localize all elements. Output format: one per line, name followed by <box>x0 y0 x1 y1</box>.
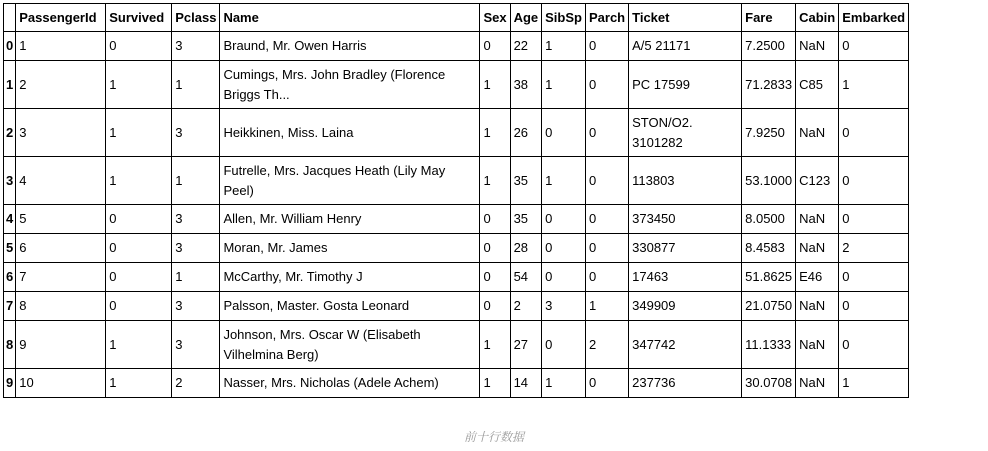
column-header-embarked: Embarked <box>839 4 909 32</box>
cell-passengerid: 1 <box>16 32 106 61</box>
cell-ticket: 17463 <box>629 263 742 292</box>
cell-fare: 11.1333 <box>742 321 796 369</box>
cell-pclass: 3 <box>172 234 220 263</box>
table-row <box>4 205 909 234</box>
cell-parch: 0 <box>585 157 628 205</box>
header-row <box>4 4 909 32</box>
row-index: 5 <box>4 234 16 263</box>
cell-parch: 0 <box>585 61 628 109</box>
row-index: 9 <box>4 369 16 398</box>
cell-fare: 8.4583 <box>742 234 796 263</box>
cell-sibsp: 0 <box>542 234 586 263</box>
cell-sibsp: 0 <box>542 205 586 234</box>
table-row <box>4 32 909 61</box>
cell-parch: 1 <box>585 292 628 321</box>
cell-ticket: 373450 <box>629 205 742 234</box>
cell-embarked: 0 <box>839 157 909 205</box>
cell-sibsp: 1 <box>542 61 586 109</box>
cell-ticket: 237736 <box>629 369 742 398</box>
table-row <box>4 234 909 263</box>
cell-survived: 1 <box>106 61 172 109</box>
cell-ticket: STON/O2. 3101282 <box>629 109 742 157</box>
cell-age: 22 <box>510 32 542 61</box>
cell-parch: 2 <box>585 321 628 369</box>
cell-survived: 0 <box>106 32 172 61</box>
table-caption: 前十行数据 <box>463 430 524 444</box>
cell-passengerid: 5 <box>16 205 106 234</box>
cell-survived: 0 <box>106 205 172 234</box>
cell-sex: 1 <box>480 61 510 109</box>
cell-fare: 30.0708 <box>742 369 796 398</box>
cell-survived: 1 <box>106 321 172 369</box>
cell-ticket: PC 17599 <box>629 61 742 109</box>
cell-ticket: 349909 <box>629 292 742 321</box>
cell-sex: 0 <box>480 205 510 234</box>
dataframe-container <box>3 3 909 398</box>
cell-sex: 0 <box>480 32 510 61</box>
cell-survived: 0 <box>106 234 172 263</box>
cell-name: Cumings, Mrs. John Bradley (Florence Briggs Th... <box>220 61 480 109</box>
cell-embarked: 0 <box>839 205 909 234</box>
row-index: 0 <box>4 32 16 61</box>
cell-cabin: C123 <box>796 157 839 205</box>
cell-parch: 0 <box>585 234 628 263</box>
cell-name: McCarthy, Mr. Timothy J <box>220 263 480 292</box>
column-header-sibsp: SibSp <box>542 4 586 32</box>
cell-cabin: NaN <box>796 32 839 61</box>
row-index: 6 <box>4 263 16 292</box>
cell-parch: 0 <box>585 32 628 61</box>
cell-embarked: 2 <box>839 234 909 263</box>
cell-name: Palsson, Master. Gosta Leonard <box>220 292 480 321</box>
column-header-pclass: Pclass <box>172 4 220 32</box>
column-header-parch: Parch <box>585 4 628 32</box>
cell-sex: 0 <box>480 292 510 321</box>
cell-name: Moran, Mr. James <box>220 234 480 263</box>
cell-age: 28 <box>510 234 542 263</box>
column-header-cabin: Cabin <box>796 4 839 32</box>
cell-sibsp: 1 <box>542 32 586 61</box>
row-index: 1 <box>4 61 16 109</box>
cell-age: 35 <box>510 157 542 205</box>
table-row <box>4 263 909 292</box>
table-body <box>4 32 909 398</box>
cell-sibsp: 3 <box>542 292 586 321</box>
cell-ticket: 347742 <box>629 321 742 369</box>
cell-ticket: 113803 <box>629 157 742 205</box>
dataframe-table <box>3 3 909 398</box>
index-header <box>4 4 16 32</box>
cell-cabin: NaN <box>796 109 839 157</box>
cell-fare: 8.0500 <box>742 205 796 234</box>
cell-ticket: A/5 21171 <box>629 32 742 61</box>
cell-sibsp: 0 <box>542 321 586 369</box>
cell-fare: 7.9250 <box>742 109 796 157</box>
cell-parch: 0 <box>585 109 628 157</box>
cell-passengerid: 2 <box>16 61 106 109</box>
cell-embarked: 1 <box>839 369 909 398</box>
cell-name: Braund, Mr. Owen Harris <box>220 32 480 61</box>
column-header-survived: Survived <box>106 4 172 32</box>
cell-survived: 1 <box>106 157 172 205</box>
row-index: 7 <box>4 292 16 321</box>
cell-sex: 1 <box>480 369 510 398</box>
cell-cabin: NaN <box>796 321 839 369</box>
column-header-ticket: Ticket <box>629 4 742 32</box>
cell-cabin: NaN <box>796 292 839 321</box>
table-row <box>4 61 909 109</box>
table-row <box>4 369 909 398</box>
cell-age: 14 <box>510 369 542 398</box>
cell-fare: 51.8625 <box>742 263 796 292</box>
cell-pclass: 3 <box>172 205 220 234</box>
cell-name: Nasser, Mrs. Nicholas (Adele Achem) <box>220 369 480 398</box>
row-index: 2 <box>4 109 16 157</box>
column-header-sex: Sex <box>480 4 510 32</box>
cell-parch: 0 <box>585 205 628 234</box>
cell-passengerid: 3 <box>16 109 106 157</box>
column-header-fare: Fare <box>742 4 796 32</box>
cell-embarked: 1 <box>839 61 909 109</box>
cell-pclass: 3 <box>172 109 220 157</box>
cell-name: Heikkinen, Miss. Laina <box>220 109 480 157</box>
cell-age: 38 <box>510 61 542 109</box>
cell-sibsp: 1 <box>542 157 586 205</box>
cell-age: 27 <box>510 321 542 369</box>
cell-parch: 0 <box>585 369 628 398</box>
cell-age: 54 <box>510 263 542 292</box>
cell-cabin: NaN <box>796 369 839 398</box>
cell-pclass: 3 <box>172 32 220 61</box>
column-header-name: Name <box>220 4 480 32</box>
cell-age: 26 <box>510 109 542 157</box>
column-header-age: Age <box>510 4 542 32</box>
cell-cabin: C85 <box>796 61 839 109</box>
cell-passengerid: 7 <box>16 263 106 292</box>
cell-parch: 0 <box>585 263 628 292</box>
cell-embarked: 0 <box>839 321 909 369</box>
table-row <box>4 109 909 157</box>
cell-sibsp: 1 <box>542 369 586 398</box>
cell-embarked: 0 <box>839 32 909 61</box>
cell-fare: 7.2500 <box>742 32 796 61</box>
cell-sex: 1 <box>480 157 510 205</box>
cell-survived: 1 <box>106 109 172 157</box>
cell-name: Johnson, Mrs. Oscar W (Elisabeth Vilhelmina Berg) <box>220 321 480 369</box>
cell-name: Allen, Mr. William Henry <box>220 205 480 234</box>
row-index: 4 <box>4 205 16 234</box>
cell-passengerid: 6 <box>16 234 106 263</box>
cell-cabin: NaN <box>796 234 839 263</box>
table-row <box>4 321 909 369</box>
cell-survived: 0 <box>106 292 172 321</box>
cell-pclass: 2 <box>172 369 220 398</box>
cell-pclass: 1 <box>172 61 220 109</box>
cell-sex: 0 <box>480 234 510 263</box>
cell-pclass: 1 <box>172 263 220 292</box>
cell-sex: 1 <box>480 109 510 157</box>
cell-cabin: NaN <box>796 205 839 234</box>
column-header-passengerid: PassengerId <box>16 4 106 32</box>
cell-embarked: 0 <box>839 263 909 292</box>
cell-embarked: 0 <box>839 109 909 157</box>
cell-pclass: 3 <box>172 321 220 369</box>
cell-survived: 1 <box>106 369 172 398</box>
cell-passengerid: 10 <box>16 369 106 398</box>
row-index: 8 <box>4 321 16 369</box>
cell-ticket: 330877 <box>629 234 742 263</box>
cell-age: 35 <box>510 205 542 234</box>
cell-embarked: 0 <box>839 292 909 321</box>
cell-sex: 0 <box>480 263 510 292</box>
cell-age: 2 <box>510 292 542 321</box>
cell-pclass: 3 <box>172 292 220 321</box>
cell-name: Futrelle, Mrs. Jacques Heath (Lily May Peel) <box>220 157 480 205</box>
cell-passengerid: 9 <box>16 321 106 369</box>
table-row <box>4 157 909 205</box>
row-index: 3 <box>4 157 16 205</box>
cell-pclass: 1 <box>172 157 220 205</box>
cell-passengerid: 8 <box>16 292 106 321</box>
cell-passengerid: 4 <box>16 157 106 205</box>
cell-fare: 53.1000 <box>742 157 796 205</box>
cell-cabin: E46 <box>796 263 839 292</box>
cell-sibsp: 0 <box>542 109 586 157</box>
cell-sibsp: 0 <box>542 263 586 292</box>
cell-fare: 71.2833 <box>742 61 796 109</box>
cell-sex: 1 <box>480 321 510 369</box>
table-row <box>4 292 909 321</box>
cell-fare: 21.0750 <box>742 292 796 321</box>
cell-survived: 0 <box>106 263 172 292</box>
